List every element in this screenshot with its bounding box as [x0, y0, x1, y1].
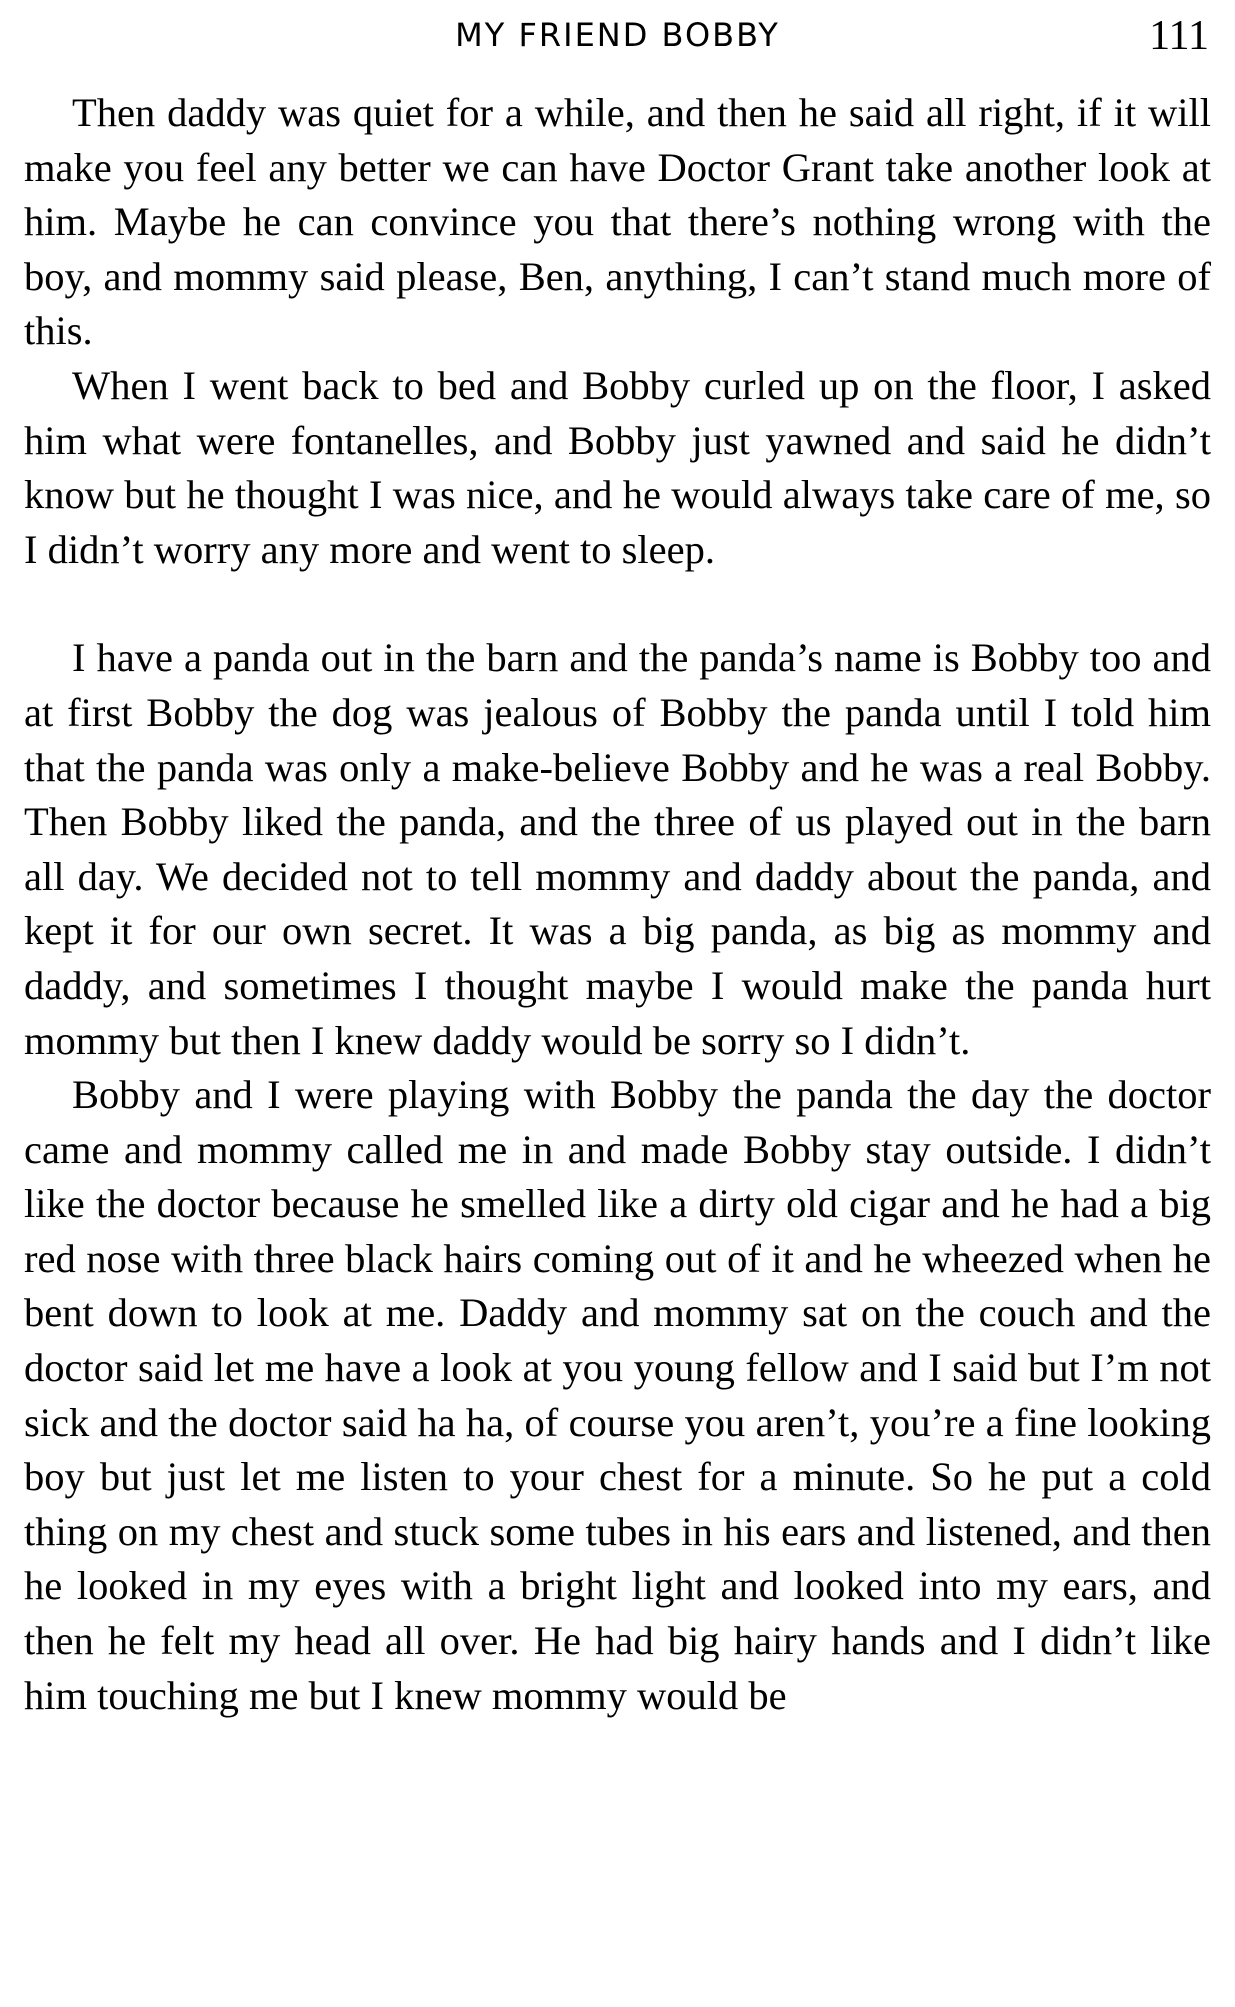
- section-break: [24, 577, 1211, 631]
- body-text: [24, 86, 1211, 1723]
- page-number: 111: [1149, 13, 1209, 59]
- paragraph: When I went back to bed and Bobby curled up on the floor, I asked him what were fontanelles, and Bobby just yawned and said he didn’t know but he thought I was nice, and he would always take care of me, so I didn’t worry any more and went to sleep.: [24, 362, 1211, 572]
- running-head: [24, 12, 1211, 60]
- paragraph: Bobby and I were playing with Bobby the panda the day the doctor came and mommy called me in and made Bobby stay outside. I didn’t like the doctor because he smelled like a dirty old cigar and he had a big red nose with three black hairs coming out of it and he wheezed when he bent down to look at me. Daddy and mommy sat on the couch and the doctor said let me have a look at you young fellow and I said but I’m not sick and the doctor said ha ha, of course you aren’t, you’re a fine looking boy but just let me listen to your chest for a minute. So he put a cold thing on my chest and stuck some tubes in his ears and listened, and then he looked in my eyes with a bright light and looked into my ears, and then he felt my head all over. He had big hairy hands and I didn’t like him touching me but I knew mommy would be: [24, 1072, 1211, 1718]
- running-title: MY FRIEND BOBBY: [455, 16, 780, 54]
- paragraph: I have a panda out in the barn and the panda’s name is Bobby too and at first Bobby the dog was jealous of Bobby the panda until I told him that the panda was only a make-believe Bobby and he was a real Bobby. Then Bobby liked the panda, and the three of us played out in the barn all day. We decided not to tell mommy and daddy about the panda, and kept it for our own secret. It was a big panda, as big as mommy and daddy, and sometimes I thought maybe I would make the panda hurt mommy but then I knew daddy would be sorry so I didn’t.: [24, 635, 1211, 1063]
- paragraph: Then daddy was quiet for a while, and then he said all right, if it will make you feel any better we can have Doctor Grant take another look at him. Maybe he can convince you that there’s nothing wrong with the boy, and mommy said please, Ben, anything, I can’t stand much more of this.: [24, 90, 1211, 354]
